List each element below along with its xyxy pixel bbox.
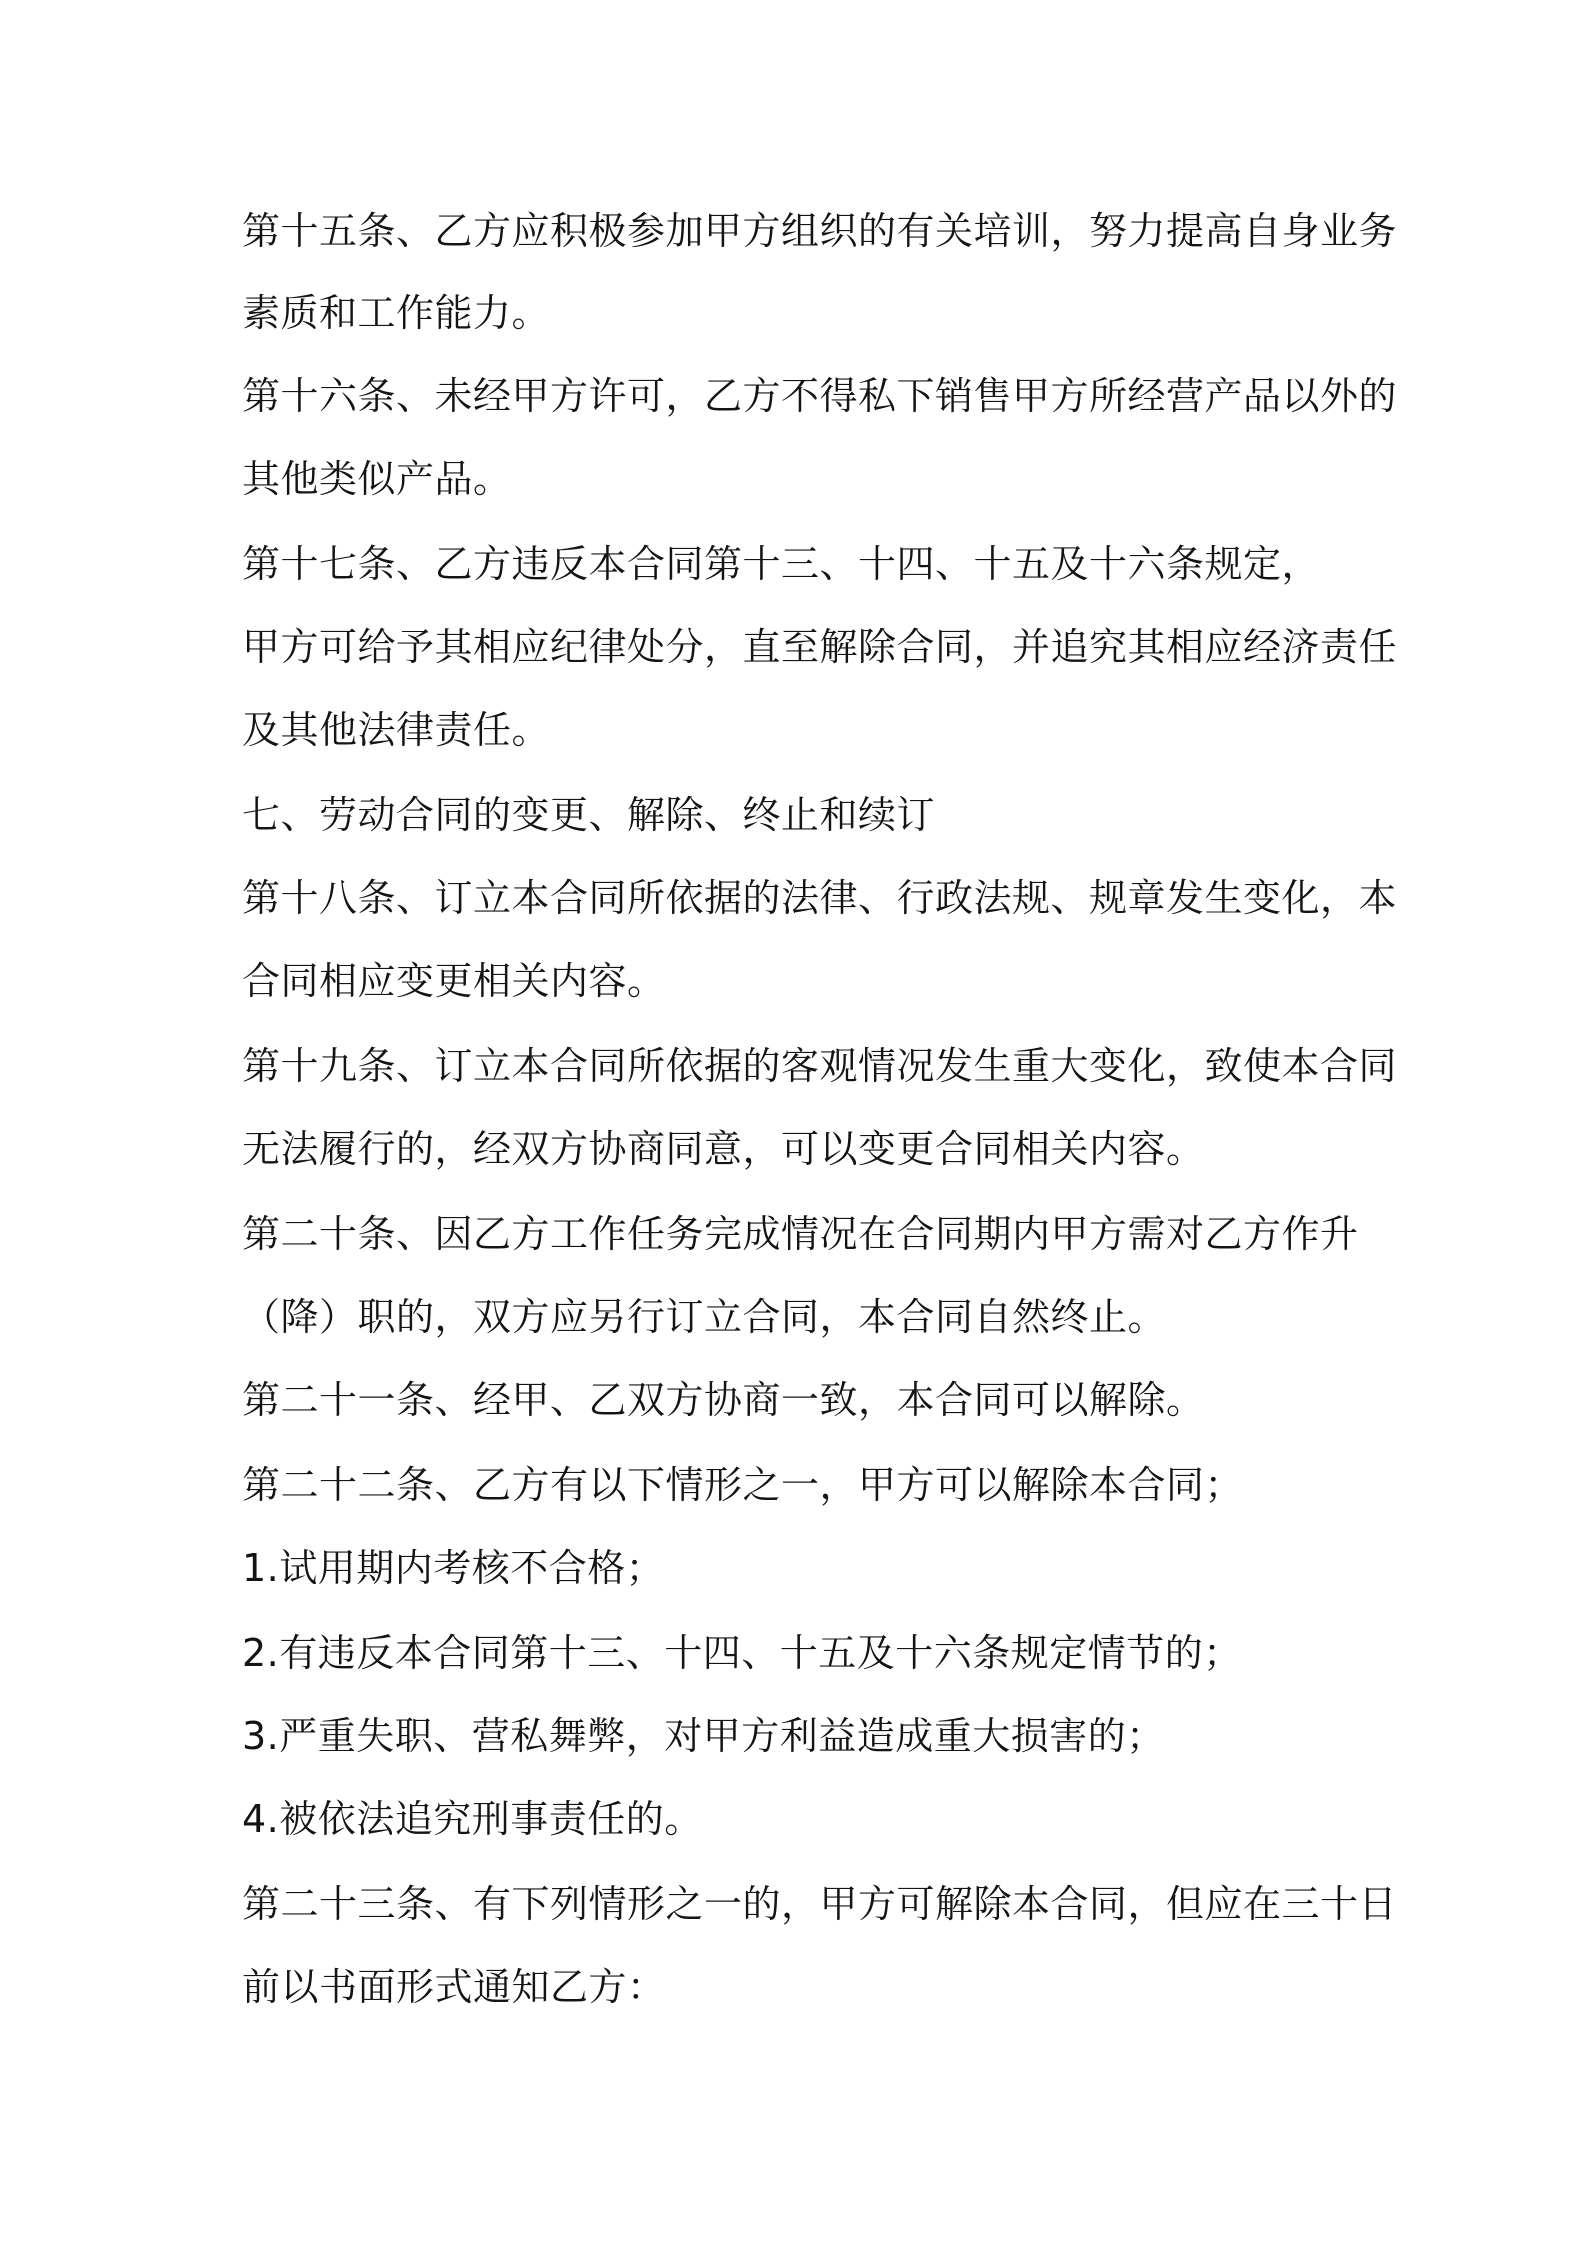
article-19-line-1: 第十九条、订立本合同所依据的客观情况发生重大变化，致使本合同 — [242, 1044, 1398, 1088]
article-20-line-1: 第二十条、因乙方工作任务完成情况在合同期内甲方需对乙方作升 — [242, 1212, 1359, 1256]
list-item-1: 1.试用期内考核不合格； — [242, 1546, 665, 1590]
article-23-line-2: 前以书面形式通知乙方： — [242, 1965, 666, 2009]
list-item-2: 2.有违反本合同第十三、十四、十五及十六条规定情节的； — [242, 1631, 1242, 1675]
list-item-3: 3.严重失职、营私舞弊，对甲方利益造成重大损害的； — [242, 1714, 1165, 1758]
article-15-line-2: 素质和工作能力。 — [242, 291, 551, 335]
article-18-line-2: 合同相应变更相关内容。 — [242, 959, 666, 1003]
article-16-line-1: 第十六条、未经甲方许可，乙方不得私下销售甲方所经营产品以外的 — [242, 374, 1398, 418]
article-19-line-2: 无法履行的，经双方协商同意，可以变更合同相关内容。 — [242, 1127, 1205, 1171]
article-23-line-1: 第二十三条、有下列情形之一的，甲方可解除本合同，但应在三十日 — [242, 1882, 1398, 1926]
section-heading: 七、劳动合同的变更、解除、终止和续订 — [242, 793, 936, 837]
article-17-line-3: 及其他法律责任。 — [242, 708, 551, 752]
article-15-line-1: 第十五条、乙方应积极参加甲方组织的有关培训，努力提高自身业务 — [242, 209, 1398, 253]
article-22: 第二十二条、乙方有以下情形之一，甲方可以解除本合同； — [242, 1463, 1244, 1507]
article-21: 第二十一条、经甲、乙双方协商一致，本合同可以解除。 — [242, 1378, 1205, 1422]
article-17-line-1: 第十七条、乙方违反本合同第十三、十四、十五及十六条规定， — [242, 542, 1321, 586]
article-20-line-2: （降）职的，双方应另行订立合同，本合同自然终止。 — [242, 1295, 1167, 1339]
article-16-line-2: 其他类似产品。 — [242, 457, 512, 501]
article-18-line-1: 第十八条、订立本合同所依据的法律、行政法规、规章发生变化，本 — [242, 876, 1398, 920]
article-17-line-2: 甲方可给予其相应纪律处分，直至解除合同，并追究其相应经济责任 — [242, 625, 1398, 669]
list-item-4: 4.被依法追究刑事责任的。 — [242, 1797, 703, 1841]
